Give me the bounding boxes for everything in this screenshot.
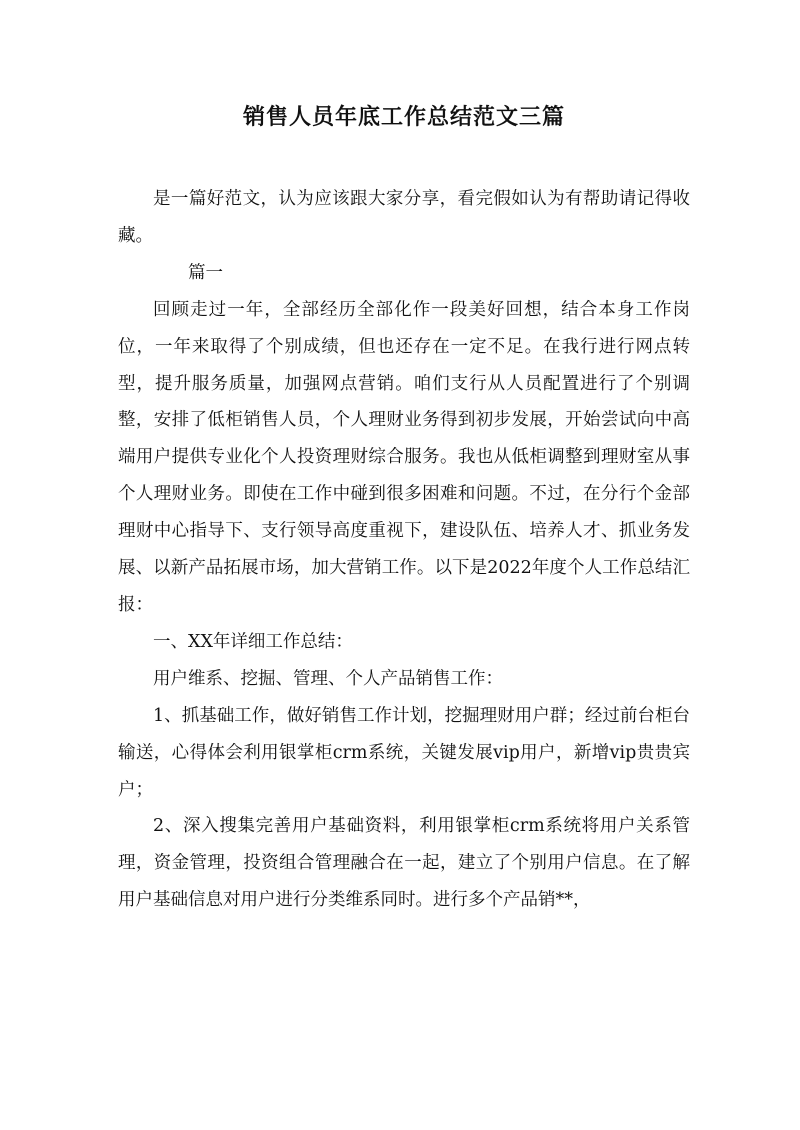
body-paragraph: 回顾走过一年，全部经历全部化作一段美好回想，结合本身工作岗位，一年来取得了个别成绩，但也还存在一定不足。在我行进行网点转型，提升服务质量，加强网点营销。咱们支行从人员配置进行了个别调整，安排了低柜销售人员，个人理财业务得到初步发展，开始尝试向中高端用户提供专业化个人投资理财综合服务。我也从低柜调整到理财室从事个人理财业务。即使在工作中碰到很多困难和问题。不过，在分行个金部理财中心指导下、支行领导高度重视下，建设队伍、培养人才、抓业务发展、以新产品拓展市场，加大营销工作。以下是2022年度个人工作总结汇报： bbox=[118, 299, 690, 615]
document-body bbox=[118, 181, 690, 919]
intro-paragraph: 是一篇好范文，认为应该跟大家分享，看完假如认为有帮助请记得收藏。 bbox=[118, 189, 690, 246]
section-heading-part-one: 篇一 bbox=[188, 262, 223, 283]
subheading-customer-work: 用户维系、挖掘、管理、个人产品销售工作： bbox=[153, 668, 503, 689]
list-item-1: 1、抓基础工作，做好销售工作计划，挖掘理财用户群；经过前台柜台输送，心得体会利用银掌柜crm系统，关键发展vip用户，新增vip贵贵宾户； bbox=[118, 705, 690, 800]
document-title: 销售人员年底工作总结范文三篇 bbox=[242, 104, 565, 130]
list-item-2: 2、深入搜集完善用户基础资料，利用银掌柜crm系统将用户关系管理，资金管理，投资组合管理融合在一起，建立了个别用户信息。在了解用户基础信息对用户进行分类维系同时。进行多个产品销**， bbox=[118, 816, 690, 911]
section-heading-summary: 一、XX年详细工作总结： bbox=[153, 631, 353, 652]
